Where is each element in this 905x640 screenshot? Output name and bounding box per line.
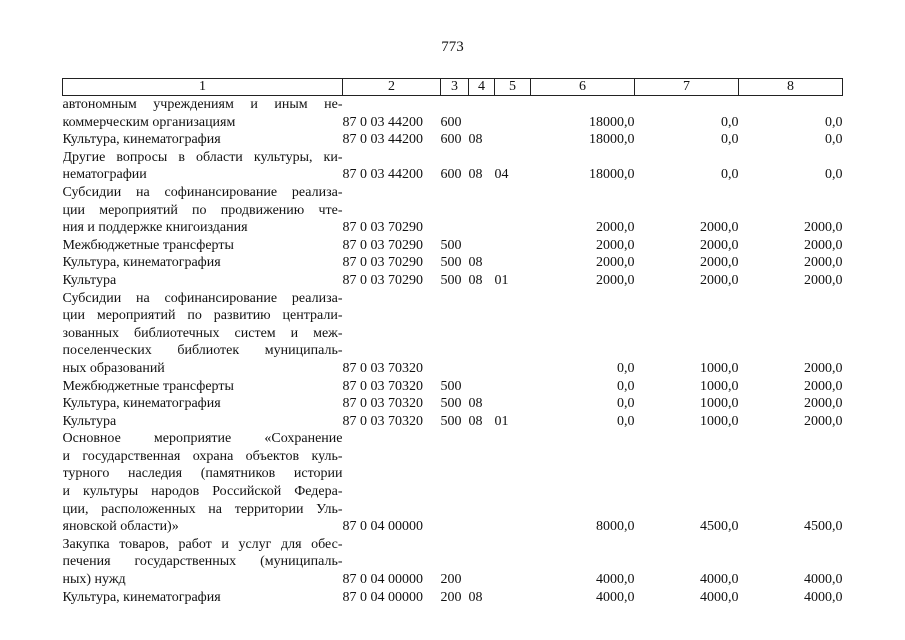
row-value-7: 2000,0 [700,237,739,253]
row-value-7: 1000,0 [700,360,739,376]
description-line: коммерческим организациям [62,114,236,130]
budget-table [62,78,843,606]
row-value-7: 4000,0 [700,572,739,588]
row-col-5 [495,96,531,132]
row-code: 87 0 03 44200 [342,167,423,183]
row-code: 87 0 03 70290 [342,272,423,288]
row-value-8: 2000,0 [804,378,843,394]
row-value-7: 0,0 [721,132,739,148]
row-code: 87 0 04 00000 [342,589,423,605]
row-code: 87 0 03 70290 [342,220,423,236]
header-col-2: 2 [343,79,441,96]
table-row [63,413,843,431]
page-number: 773 [441,39,464,55]
row-value-7: 0,0 [721,114,739,130]
row-col-3: 500 [440,413,462,429]
row-value-6: 2000,0 [596,220,635,236]
row-value-7: 4500,0 [700,519,739,535]
row-col-5 [495,254,531,272]
row-description [63,149,343,184]
row-value-6: 0,0 [617,378,635,394]
row-col-4 [469,237,495,255]
row-value-6: 0,0 [617,396,635,412]
row-value-8: 2000,0 [804,272,843,288]
row-col-3: 500 [440,272,462,288]
table-row [63,395,843,413]
table-row [63,184,843,237]
table-row [63,254,843,272]
row-col-3: 500 [440,378,462,394]
row-col-3 [441,184,469,237]
header-col-6: 6 [531,79,635,96]
description-line: Межбюджетные трансферты [62,378,234,394]
description-line: Закупка товаров, работ и услуг для обес- [62,536,343,552]
row-value-8: 2000,0 [804,360,843,376]
row-col-4: 08 [468,132,483,148]
row-code: 87 0 03 70290 [342,255,423,271]
description-line: зованных библиотечных систем и меж- [62,325,343,341]
row-value-7: 2000,0 [700,255,739,271]
description-line: печения государственных (муниципаль- [62,554,343,570]
description-line: Культура, кинематография [62,255,221,271]
description-line: нематографии [62,167,147,183]
table-row [63,536,843,589]
table-row [63,272,843,290]
row-value-6: 4000,0 [596,572,635,588]
table-body [63,96,843,607]
table-header-row [63,79,843,96]
table-row [63,131,843,149]
row-value-8: 4500,0 [804,519,843,535]
row-col-5 [495,536,531,589]
description-line: ции мероприятий по продвижению чте- [62,202,343,218]
row-col-4 [469,536,495,589]
description-line: Субсидии на софинансирование реализа- [62,184,343,200]
row-value-6: 2000,0 [596,237,635,253]
row-description [63,96,343,132]
row-col-4: 08 [468,167,483,183]
row-value-7: 2000,0 [700,220,739,236]
row-col-3: 600 [440,132,462,148]
row-code: 87 0 03 44200 [342,114,423,130]
row-value-6: 18000,0 [589,167,635,183]
row-col-4: 08 [468,589,483,605]
row-value-6: 2000,0 [596,255,635,271]
row-col-3: 500 [440,237,462,253]
row-col-3: 600 [440,114,462,130]
description-line: Культура, кинематография [62,132,221,148]
row-description [63,589,343,607]
row-col-3: 600 [440,167,462,183]
table-row [63,237,843,255]
row-col-4 [469,378,495,396]
row-description [63,378,343,396]
header-col-3: 3 [441,79,469,96]
row-col-3: 200 [440,572,462,588]
row-value-8: 0,0 [825,167,843,183]
description-line: Культура, кинематография [62,589,221,605]
table-row [63,290,843,378]
row-code: 87 0 04 00000 [342,519,423,535]
row-col-5: 01 [494,272,509,288]
row-description [63,184,343,237]
row-description [63,254,343,272]
row-description [63,290,343,378]
description-line: Культура [62,272,117,288]
description-line: Культура [62,413,117,429]
row-value-8: 0,0 [825,114,843,130]
row-value-6: 0,0 [617,413,635,429]
description-line: Основное мероприятие «Сохранение [62,431,343,447]
description-line: и государственная охрана объектов куль- [62,448,343,464]
row-value-7: 1000,0 [700,413,739,429]
header-col-7: 7 [635,79,739,96]
row-col-4: 08 [468,255,483,271]
header-col-1: 1 [63,79,343,96]
row-col-3 [441,290,469,378]
row-value-6: 8000,0 [596,519,635,535]
row-description [63,413,343,431]
row-description [63,272,343,290]
description-line: яновской области)» [62,519,179,535]
row-value-8: 2000,0 [804,237,843,253]
row-col-5 [495,290,531,378]
row-description [63,395,343,413]
row-value-8: 4000,0 [804,589,843,605]
row-description [63,131,343,149]
description-line: автономным учреждениям и иным не- [62,97,343,112]
table-row [63,430,843,536]
description-line: Культура, кинематография [62,396,221,412]
row-value-8: 2000,0 [804,220,843,236]
description-line: турного наследия (памятников истории [62,466,343,482]
description-line: Межбюджетные трансферты [62,237,234,253]
row-col-5 [495,430,531,536]
row-value-6: 18000,0 [589,132,635,148]
row-col-3 [441,430,469,536]
description-line: поселенческих библиотек муниципаль- [62,343,343,359]
row-col-5 [495,395,531,413]
row-col-4 [469,430,495,536]
row-col-5 [495,378,531,396]
description-line: ции, расположенных на территории Уль- [62,501,343,517]
row-col-4 [469,96,495,132]
row-code: 87 0 04 00000 [342,572,423,588]
row-description [63,237,343,255]
header-col-8: 8 [739,79,843,96]
row-col-4 [469,184,495,237]
row-col-5 [495,184,531,237]
row-value-6: 2000,0 [596,272,635,288]
row-code: 87 0 03 70320 [342,413,423,429]
row-value-8: 2000,0 [804,413,843,429]
row-value-6: 0,0 [617,360,635,376]
description-line: Субсидии на софинансирование реализа- [62,290,343,306]
table-row [63,149,843,184]
row-col-5: 04 [494,167,509,183]
row-col-4: 08 [468,413,483,429]
description-line: ных) нужд [62,572,126,588]
description-line: ния и поддержке книгоиздания [62,220,248,236]
row-value-7: 1000,0 [700,378,739,394]
row-value-7: 2000,0 [700,272,739,288]
table-row [63,589,843,607]
row-col-3: 500 [440,255,462,271]
description-line: Другие вопросы в области культуры, ки- [62,149,343,165]
row-code: 87 0 03 70320 [342,360,423,376]
row-value-6: 4000,0 [596,589,635,605]
row-value-8: 2000,0 [804,255,843,271]
row-value-7: 4000,0 [700,589,739,605]
row-col-5 [495,589,531,607]
row-description [63,536,343,589]
description-line: ции мероприятий по развитию централи- [62,308,343,324]
row-value-7: 1000,0 [700,396,739,412]
row-col-3: 200 [440,589,462,605]
row-col-5 [495,131,531,149]
header-col-4: 4 [469,79,495,96]
row-col-5: 01 [494,413,509,429]
row-code: 87 0 03 70320 [342,378,423,394]
description-line: ных образований [62,360,165,376]
row-col-3: 500 [440,396,462,412]
row-col-5 [495,237,531,255]
row-col-4 [469,290,495,378]
row-code: 87 0 03 70320 [342,396,423,412]
row-value-6: 18000,0 [589,114,635,130]
row-value-8: 4000,0 [804,572,843,588]
row-code: 87 0 03 70290 [342,237,423,253]
row-col-4: 08 [468,396,483,412]
table-row [63,96,843,132]
row-col-4: 08 [468,272,483,288]
row-value-8: 2000,0 [804,396,843,412]
header-col-5: 5 [495,79,531,96]
row-value-8: 0,0 [825,132,843,148]
row-value-7: 0,0 [721,167,739,183]
description-line: и культуры народов Российской Федера- [62,484,343,500]
row-code: 87 0 03 44200 [342,132,423,148]
table-row [63,378,843,396]
row-description [63,430,343,536]
